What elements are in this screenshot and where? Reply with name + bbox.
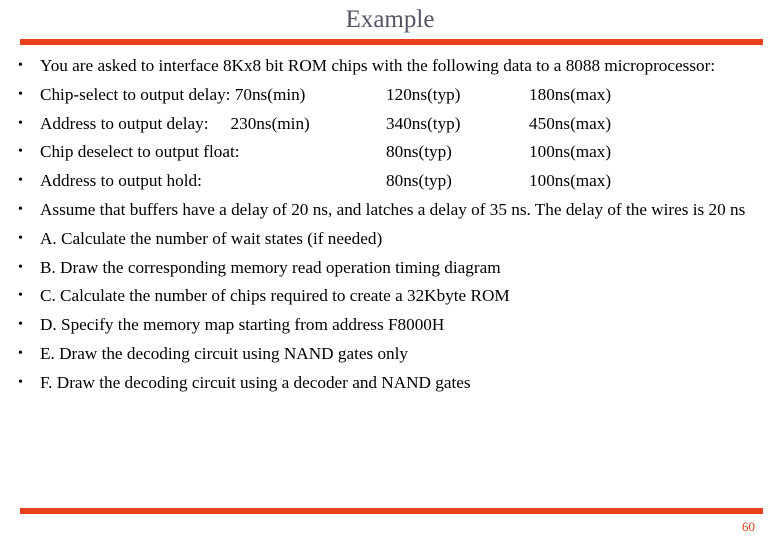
list-item-task-f — [18, 371, 763, 395]
list-item-task-e — [18, 342, 763, 366]
page-number: 60 — [742, 519, 755, 534]
slide-title: Example — [345, 6, 435, 33]
list-item-task-a — [18, 227, 763, 251]
bullet-icon: • — [18, 317, 23, 333]
output-float-max: 100ns(max) — [529, 142, 612, 162]
bullet-icon: • — [18, 259, 23, 275]
list-item-intro — [18, 54, 763, 78]
output-hold-typ: 80ns(typ) — [386, 171, 452, 191]
bullet-icon: • — [18, 86, 23, 102]
task-d-text: D. Specify the memory map starting from address F8000H — [40, 315, 445, 335]
bullet-icon: • — [18, 288, 23, 304]
bullet-icon: • — [18, 115, 23, 131]
output-hold-max: 100ns(max) — [529, 171, 612, 191]
address-delay-typ: 340ns(typ) — [386, 113, 461, 133]
output-float-label: Chip deselect to output float: — [40, 142, 240, 162]
list-item-address-delay — [18, 112, 763, 136]
list-item-task-c — [18, 284, 763, 308]
bullet-icon: • — [18, 374, 23, 390]
bottom-divider — [20, 508, 763, 514]
task-f-text: F. Draw the decoding circuit using a decoder and NAND gates — [40, 372, 471, 392]
list-item-assumptions — [18, 198, 763, 222]
list-item-task-b — [18, 256, 763, 280]
list-item-task-d — [18, 313, 763, 337]
chip-select-max: 180ns(max) — [529, 84, 612, 104]
bullet-icon: • — [18, 58, 23, 73]
task-c-text: C. Calculate the number of chips required to create a 32Kbyte ROM — [40, 286, 510, 306]
address-delay-max: 450ns(max) — [529, 113, 612, 133]
bullet-icon: • — [18, 230, 23, 246]
output-hold-label: Address to output hold: — [40, 171, 202, 191]
task-e-text: E. Draw the decoding circuit using NAND gates only — [40, 343, 409, 363]
address-delay-min: 230ns(min) — [230, 113, 310, 133]
output-float-typ: 80ns(typ) — [386, 142, 452, 162]
bullet-list — [18, 54, 763, 400]
chip-select-typ: 120ns(typ) — [386, 84, 461, 104]
address-delay-cell — [40, 112, 310, 136]
bullet-icon: • — [18, 201, 23, 217]
assumptions-text: Assume that buffers have a delay of 20 ns, and latches a delay of 35 ns. The delay of the wires is 20 ns — [40, 199, 746, 219]
bullet-icon: • — [18, 144, 23, 160]
bullet-icon: • — [18, 345, 23, 361]
list-item-chip-select-delay — [18, 83, 763, 107]
intro-text: You are asked to interface 8Kx8 bit ROM chips with the following data to a 8088 microprocessor: — [40, 56, 716, 75]
list-item-output-float — [18, 140, 763, 164]
task-a-text: A. Calculate the number of wait states (if needed) — [40, 228, 383, 248]
chip-select-label: Chip-select to output delay: 70ns(min) — [40, 84, 306, 104]
top-divider — [20, 39, 763, 45]
task-b-text: B. Draw the corresponding memory read operation timing diagram — [40, 257, 501, 277]
bullet-icon: • — [18, 173, 23, 189]
address-delay-label: Address to output delay: — [40, 113, 209, 133]
list-item-output-hold — [18, 169, 763, 193]
